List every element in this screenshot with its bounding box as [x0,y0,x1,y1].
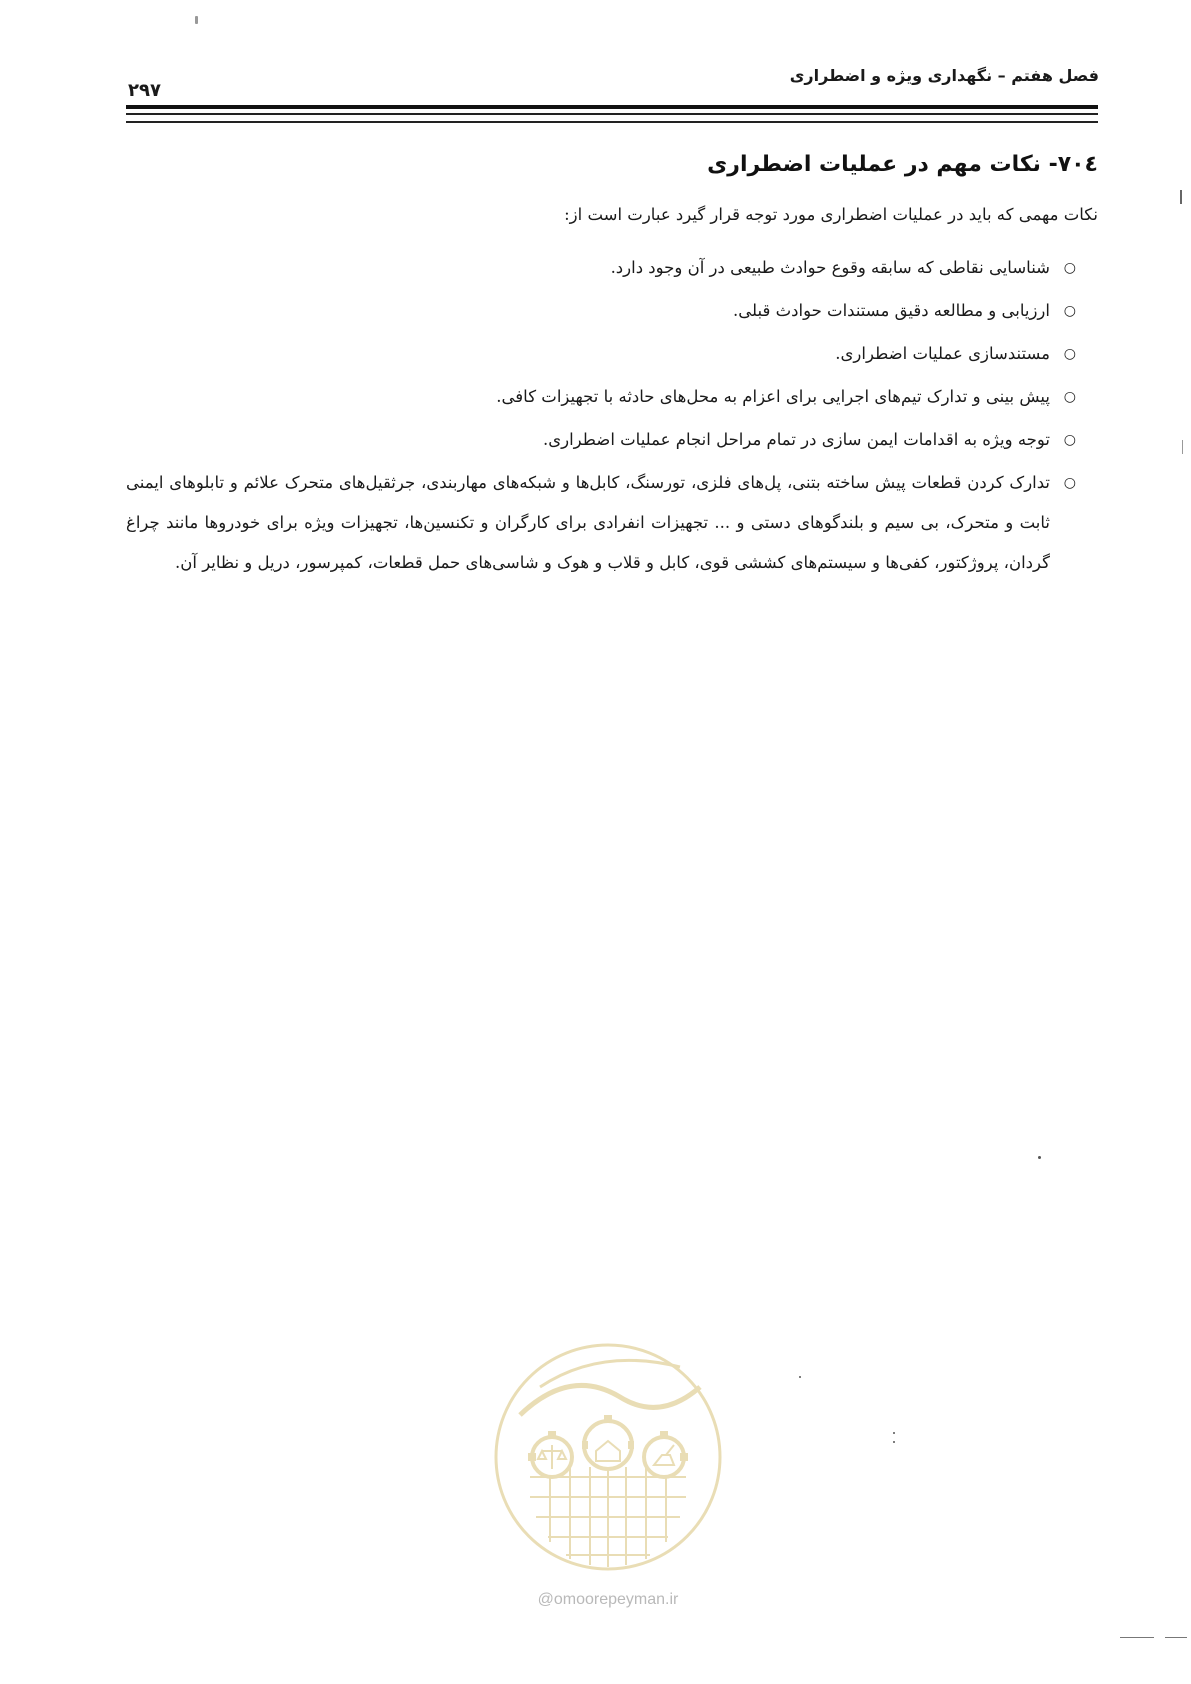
list-item [126,291,1076,331]
circle-bullet-icon: ○ [1063,389,1076,405]
watermark-logo-icon [490,1327,726,1587]
scan-edge-mark [1182,440,1183,454]
header-rule-bottom [126,121,1098,123]
circle-bullet-icon: ○ [1063,260,1076,276]
list-item [126,248,1076,288]
scan-edge-mark [1180,190,1182,204]
scan-speck [799,1376,801,1378]
scan-speck [893,1441,895,1443]
circle-bullet-icon: ○ [1063,346,1076,362]
circle-bullet-icon: ○ [1063,432,1076,448]
list-item-text: شناسایی نقاطی که سابقه وقوع حوادث طبیعی در آن وجود دارد. [610,258,1050,277]
section-intro: نکات مهمی که باید در عملیات اضطراری مورد توجه قرار گیرد عبارت است از: [564,205,1098,224]
list-item-text: ارزیابی و مطالعه دقیق مستندات حوادث قبلی. [733,301,1050,320]
section-title: ۷۰٤- نکات مهم در عملیات اضطراری [707,152,1098,177]
watermark-caption: @omoorepeyman.ir [537,1591,679,1608]
scan-dash [1165,1637,1187,1638]
circle-bullet-icon: ○ [1063,303,1076,319]
list-item-text: پیش بینی و تدارک تیم‌های اجرایی برای اعزام به محل‌های حادثه با تجهیزات کافی. [496,387,1050,406]
header-rule-thick [126,105,1098,109]
scan-speck [195,16,198,24]
bullet-list [126,248,1076,586]
scan-speck [1038,1156,1041,1159]
list-item [126,334,1076,374]
scan-speck [893,1432,895,1434]
list-item [126,463,1076,583]
header-rule-thin [126,113,1098,115]
list-item-text: مستندسازی عملیات اضطراری. [835,344,1050,363]
scan-dash [1120,1637,1154,1638]
running-head: فصل هفتم – نگهداری ویژه و اضطراری [789,66,1099,85]
list-item [126,377,1076,417]
page-number: ۲۹۷ [128,80,161,101]
list-item-text: توجه ویژه به اقدامات ایمن سازی در تمام مراحل انجام عملیات اضطراری. [542,430,1050,449]
list-item-text: تدارک کردن قطعات پیش ساخته بتنی، پل‌های فلزی، تورسنگ، کابل‌ها و شبکه‌های مهاربندی، جرثقیل‌های متحرک علائم و تابلوهای ایمنی ثابت و متحرک، بی سیم و بلندگوهای دستی و ... تجهیزات انفرادی برای کارگران و تکنسین‌ها، تجهیزات ویژه برای خودروها مانند چراغ گردان، پروژکتور، کفی‌ها و سیستم‌های کششی قوی، کابل و قلاب و هوک و شاسی‌های حمل قطعات، کمپرسور، دریل و نظایر آن. [126,473,1050,572]
list-item [126,420,1076,460]
circle-bullet-icon: ○ [1063,475,1076,491]
